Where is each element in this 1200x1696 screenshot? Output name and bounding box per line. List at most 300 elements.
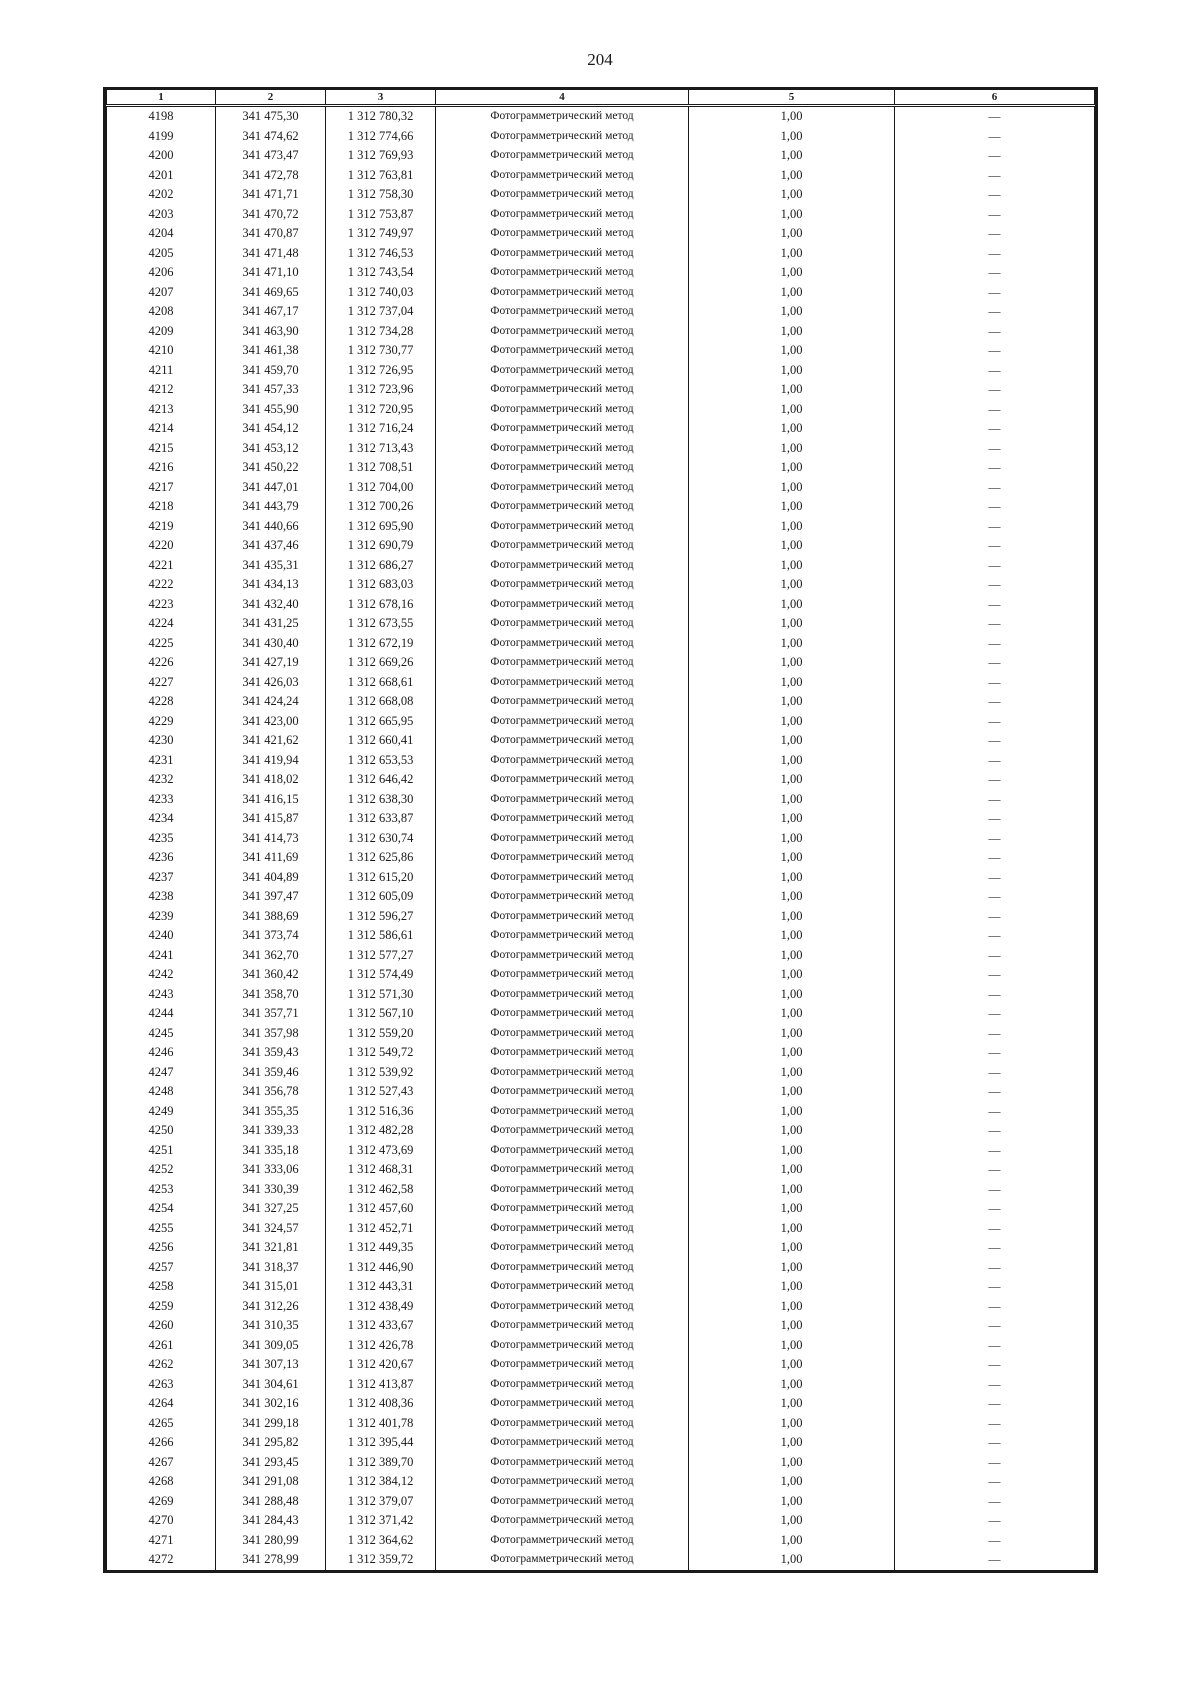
table-row [107,1375,1095,1395]
description-cell: — [895,770,1095,790]
table-row [107,400,1095,420]
method-cell: Фотограмметрический метод [436,1238,689,1258]
accuracy-cell: 1,00 [689,1121,895,1141]
method-cell: Фотограмметрический метод [436,1375,689,1395]
description-cell: — [895,1199,1095,1219]
x-coordinate-cell: 341 359,43 [216,1043,326,1063]
y-coordinate-cell: 1 312 559,20 [326,1024,436,1044]
method-cell: Фотограмметрический метод [436,1394,689,1414]
point-number-cell: 4213 [107,400,216,420]
description-cell: — [895,926,1095,946]
x-coordinate-cell: 341 418,02 [216,770,326,790]
x-coordinate-cell: 341 472,78 [216,166,326,186]
table-row [107,283,1095,303]
description-cell: — [895,595,1095,615]
y-coordinate-cell: 1 312 737,04 [326,302,436,322]
x-coordinate-cell: 341 357,98 [216,1024,326,1044]
table-row [107,1550,1095,1570]
table-row [107,263,1095,283]
accuracy-cell: 1,00 [689,185,895,205]
y-coordinate-cell: 1 312 630,74 [326,829,436,849]
method-cell: Фотограмметрический метод [436,946,689,966]
method-cell: Фотограмметрический метод [436,1453,689,1473]
x-coordinate-cell: 341 431,25 [216,614,326,634]
y-coordinate-cell: 1 312 716,24 [326,419,436,439]
accuracy-cell: 1,00 [689,1102,895,1122]
x-coordinate-cell: 341 288,48 [216,1492,326,1512]
y-coordinate-cell: 1 312 549,72 [326,1043,436,1063]
x-coordinate-cell: 341 357,71 [216,1004,326,1024]
y-coordinate-cell: 1 312 605,09 [326,887,436,907]
method-cell: Фотограмметрический метод [436,1024,689,1044]
method-cell: Фотограмметрический метод [436,1511,689,1531]
accuracy-cell: 1,00 [689,1531,895,1551]
x-coordinate-cell: 341 471,71 [216,185,326,205]
description-cell: — [895,1433,1095,1453]
description-cell: — [895,634,1095,654]
accuracy-cell: 1,00 [689,946,895,966]
x-coordinate-cell: 341 321,81 [216,1238,326,1258]
point-number-cell: 4246 [107,1043,216,1063]
point-number-cell: 4253 [107,1180,216,1200]
description-cell: — [895,106,1095,127]
x-coordinate-cell: 341 339,33 [216,1121,326,1141]
y-coordinate-cell: 1 312 660,41 [326,731,436,751]
x-coordinate-cell: 341 450,22 [216,458,326,478]
method-cell: Фотограмметрический метод [436,1043,689,1063]
table-row [107,439,1095,459]
y-coordinate-cell: 1 312 596,27 [326,907,436,927]
point-number-cell: 4221 [107,556,216,576]
description-cell: — [895,1472,1095,1492]
y-coordinate-cell: 1 312 700,26 [326,497,436,517]
accuracy-cell: 1,00 [689,536,895,556]
y-coordinate-cell: 1 312 683,03 [326,575,436,595]
accuracy-cell: 1,00 [689,926,895,946]
point-number-cell: 4254 [107,1199,216,1219]
method-cell: Фотограмметрический метод [436,1355,689,1375]
description-cell: — [895,712,1095,732]
accuracy-cell: 1,00 [689,887,895,907]
point-number-cell: 4261 [107,1336,216,1356]
description-cell: — [895,1492,1095,1512]
x-coordinate-cell: 341 435,31 [216,556,326,576]
y-coordinate-cell: 1 312 749,97 [326,224,436,244]
description-cell: — [895,1219,1095,1239]
table-row [107,322,1095,342]
method-cell: Фотограмметрический метод [436,1297,689,1317]
table-row [107,907,1095,927]
x-coordinate-cell: 341 424,24 [216,692,326,712]
accuracy-cell: 1,00 [689,341,895,361]
point-number-cell: 4259 [107,1297,216,1317]
x-coordinate-cell: 341 469,65 [216,283,326,303]
accuracy-cell: 1,00 [689,1375,895,1395]
y-coordinate-cell: 1 312 420,67 [326,1355,436,1375]
method-cell: Фотограмметрический метод [436,302,689,322]
table-row [107,751,1095,771]
description-cell: — [895,380,1095,400]
table-row [107,1511,1095,1531]
method-cell: Фотограмметрический метод [436,575,689,595]
accuracy-cell: 1,00 [689,166,895,186]
x-coordinate-cell: 341 373,74 [216,926,326,946]
table-row [107,790,1095,810]
y-coordinate-cell: 1 312 571,30 [326,985,436,1005]
method-cell: Фотограмметрический метод [436,1277,689,1297]
description-cell: — [895,887,1095,907]
x-coordinate-cell: 341 360,42 [216,965,326,985]
method-cell: Фотограмметрический метод [436,458,689,478]
method-cell: Фотограмметрический метод [436,790,689,810]
x-coordinate-cell: 341 419,94 [216,751,326,771]
table-row [107,146,1095,166]
description-cell: — [895,1180,1095,1200]
table-row [107,1199,1095,1219]
column-header: 4 [436,90,689,106]
y-coordinate-cell: 1 312 401,78 [326,1414,436,1434]
y-coordinate-cell: 1 312 668,08 [326,692,436,712]
point-number-cell: 4218 [107,497,216,517]
point-number-cell: 4202 [107,185,216,205]
method-cell: Фотограмметрический метод [436,205,689,225]
method-cell: Фотограмметрический метод [436,283,689,303]
y-coordinate-cell: 1 312 567,10 [326,1004,436,1024]
point-number-cell: 4269 [107,1492,216,1512]
x-coordinate-cell: 341 318,37 [216,1258,326,1278]
y-coordinate-cell: 1 312 482,28 [326,1121,436,1141]
method-cell: Фотограмметрический метод [436,106,689,127]
description-cell: — [895,400,1095,420]
method-cell: Фотограмметрический метод [436,556,689,576]
table-row [107,1219,1095,1239]
method-cell: Фотограмметрический метод [436,1082,689,1102]
method-cell: Фотограмметрический метод [436,1531,689,1551]
point-number-cell: 4225 [107,634,216,654]
x-coordinate-cell: 341 310,35 [216,1316,326,1336]
table-row [107,1082,1095,1102]
table-row [107,106,1095,127]
y-coordinate-cell: 1 312 449,35 [326,1238,436,1258]
y-coordinate-cell: 1 312 743,54 [326,263,436,283]
table-row [107,575,1095,595]
table-row [107,1531,1095,1551]
table-row [107,731,1095,751]
description-cell: — [895,1141,1095,1161]
page-number: 204 [587,50,613,69]
table-row [107,1433,1095,1453]
description-cell: — [895,322,1095,342]
table-row [107,205,1095,225]
point-number-cell: 4247 [107,1063,216,1083]
method-cell: Фотограмметрический метод [436,322,689,342]
x-coordinate-cell: 341 440,66 [216,517,326,537]
point-number-cell: 4223 [107,595,216,615]
table-row [107,244,1095,264]
method-cell: Фотограмметрический метод [436,1414,689,1434]
x-coordinate-cell: 341 293,45 [216,1453,326,1473]
method-cell: Фотограмметрический метод [436,439,689,459]
point-number-cell: 4265 [107,1414,216,1434]
table-row [107,1141,1095,1161]
point-number-cell: 4214 [107,419,216,439]
method-cell: Фотограмметрический метод [436,692,689,712]
point-number-cell: 4240 [107,926,216,946]
accuracy-cell: 1,00 [689,751,895,771]
accuracy-cell: 1,00 [689,439,895,459]
y-coordinate-cell: 1 312 769,93 [326,146,436,166]
y-coordinate-cell: 1 312 638,30 [326,790,436,810]
y-coordinate-cell: 1 312 720,95 [326,400,436,420]
y-coordinate-cell: 1 312 577,27 [326,946,436,966]
description-cell: — [895,1004,1095,1024]
accuracy-cell: 1,00 [689,868,895,888]
accuracy-cell: 1,00 [689,361,895,381]
accuracy-cell: 1,00 [689,575,895,595]
point-number-cell: 4230 [107,731,216,751]
x-coordinate-cell: 341 457,33 [216,380,326,400]
x-coordinate-cell: 341 455,90 [216,400,326,420]
description-cell: — [895,419,1095,439]
point-number-cell: 4250 [107,1121,216,1141]
description-cell: — [895,556,1095,576]
column-header: 2 [216,90,326,106]
point-number-cell: 4206 [107,263,216,283]
y-coordinate-cell: 1 312 740,03 [326,283,436,303]
x-coordinate-cell: 341 307,13 [216,1355,326,1375]
method-cell: Фотограмметрический метод [436,712,689,732]
point-number-cell: 4264 [107,1394,216,1414]
y-coordinate-cell: 1 312 673,55 [326,614,436,634]
accuracy-cell: 1,00 [689,653,895,673]
y-coordinate-cell: 1 312 653,53 [326,751,436,771]
point-number-cell: 4210 [107,341,216,361]
x-coordinate-cell: 341 416,15 [216,790,326,810]
accuracy-cell: 1,00 [689,1433,895,1453]
accuracy-cell: 1,00 [689,419,895,439]
table-row [107,1258,1095,1278]
table-row [107,673,1095,693]
y-coordinate-cell: 1 312 672,19 [326,634,436,654]
point-number-cell: 4222 [107,575,216,595]
accuracy-cell: 1,00 [689,1082,895,1102]
table-row [107,1394,1095,1414]
description-cell: — [895,205,1095,225]
x-coordinate-cell: 341 414,73 [216,829,326,849]
point-number-cell: 4205 [107,244,216,264]
point-number-cell: 4255 [107,1219,216,1239]
y-coordinate-cell: 1 312 413,87 [326,1375,436,1395]
y-coordinate-cell: 1 312 704,00 [326,478,436,498]
coordinates-table [103,87,1098,1573]
table-row [107,556,1095,576]
point-number-cell: 4257 [107,1258,216,1278]
accuracy-cell: 1,00 [689,302,895,322]
x-coordinate-cell: 341 312,26 [216,1297,326,1317]
y-coordinate-cell: 1 312 690,79 [326,536,436,556]
method-cell: Фотограмметрический метод [436,1219,689,1239]
y-coordinate-cell: 1 312 686,27 [326,556,436,576]
table-row [107,887,1095,907]
accuracy-cell: 1,00 [689,829,895,849]
accuracy-cell: 1,00 [689,692,895,712]
point-number-cell: 4237 [107,868,216,888]
x-coordinate-cell: 341 427,19 [216,653,326,673]
table-row [107,1180,1095,1200]
x-coordinate-cell: 341 304,61 [216,1375,326,1395]
table-row [107,419,1095,439]
column-header: 6 [895,90,1095,106]
point-number-cell: 4224 [107,614,216,634]
accuracy-cell: 1,00 [689,790,895,810]
y-coordinate-cell: 1 312 713,43 [326,439,436,459]
table-row [107,595,1095,615]
description-cell: — [895,1238,1095,1258]
x-coordinate-cell: 341 443,79 [216,497,326,517]
point-number-cell: 4272 [107,1550,216,1570]
method-cell: Фотограмметрический метод [436,1433,689,1453]
description-cell: — [895,1024,1095,1044]
accuracy-cell: 1,00 [689,1511,895,1531]
accuracy-cell: 1,00 [689,244,895,264]
y-coordinate-cell: 1 312 723,96 [326,380,436,400]
table-row [107,1316,1095,1336]
x-coordinate-cell: 341 397,47 [216,887,326,907]
description-cell: — [895,809,1095,829]
accuracy-cell: 1,00 [689,1472,895,1492]
x-coordinate-cell: 341 447,01 [216,478,326,498]
method-cell: Фотограмметрический метод [436,497,689,517]
x-coordinate-cell: 341 434,13 [216,575,326,595]
accuracy-cell: 1,00 [689,1141,895,1161]
x-coordinate-cell: 341 471,48 [216,244,326,264]
method-cell: Фотограмметрический метод [436,731,689,751]
accuracy-cell: 1,00 [689,595,895,615]
accuracy-cell: 1,00 [689,478,895,498]
method-cell: Фотограмметрический метод [436,614,689,634]
y-coordinate-cell: 1 312 763,81 [326,166,436,186]
x-coordinate-cell: 341 423,00 [216,712,326,732]
table-row [107,868,1095,888]
method-cell: Фотограмметрический метод [436,1102,689,1122]
accuracy-cell: 1,00 [689,673,895,693]
accuracy-cell: 1,00 [689,458,895,478]
table-row [107,458,1095,478]
point-number-cell: 4245 [107,1024,216,1044]
x-coordinate-cell: 341 467,17 [216,302,326,322]
table-row [107,614,1095,634]
description-cell: — [895,166,1095,186]
accuracy-cell: 1,00 [689,1316,895,1336]
description-cell: — [895,946,1095,966]
y-coordinate-cell: 1 312 726,95 [326,361,436,381]
point-number-cell: 4216 [107,458,216,478]
accuracy-cell: 1,00 [689,614,895,634]
y-coordinate-cell: 1 312 633,87 [326,809,436,829]
accuracy-cell: 1,00 [689,1219,895,1239]
y-coordinate-cell: 1 312 379,07 [326,1492,436,1512]
table-row [107,497,1095,517]
x-coordinate-cell: 341 453,12 [216,439,326,459]
point-number-cell: 4236 [107,848,216,868]
method-cell: Фотограмметрический метод [436,127,689,147]
x-coordinate-cell: 341 426,03 [216,673,326,693]
y-coordinate-cell: 1 312 669,26 [326,653,436,673]
x-coordinate-cell: 341 454,12 [216,419,326,439]
accuracy-cell: 1,00 [689,1297,895,1317]
point-number-cell: 4215 [107,439,216,459]
method-cell: Фотограмметрический метод [436,848,689,868]
method-cell: Фотограмметрический метод [436,1316,689,1336]
point-number-cell: 4209 [107,322,216,342]
accuracy-cell: 1,00 [689,1277,895,1297]
accuracy-cell: 1,00 [689,731,895,751]
point-number-cell: 4199 [107,127,216,147]
table-row [107,809,1095,829]
y-coordinate-cell: 1 312 780,32 [326,106,436,127]
table-row [107,1004,1095,1024]
x-coordinate-cell: 341 280,99 [216,1531,326,1551]
accuracy-cell: 1,00 [689,263,895,283]
table-row [107,536,1095,556]
point-number-cell: 4227 [107,673,216,693]
x-coordinate-cell: 341 430,40 [216,634,326,654]
table-row [107,1453,1095,1473]
description-cell: — [895,1336,1095,1356]
accuracy-cell: 1,00 [689,1492,895,1512]
description-cell: — [895,185,1095,205]
method-cell: Фотограмметрический метод [436,1160,689,1180]
method-cell: Фотограмметрический метод [436,1550,689,1570]
table-row [107,127,1095,147]
method-cell: Фотограмметрический метод [436,517,689,537]
accuracy-cell: 1,00 [689,1160,895,1180]
x-coordinate-cell: 341 291,08 [216,1472,326,1492]
x-coordinate-cell: 341 302,16 [216,1394,326,1414]
accuracy-cell: 1,00 [689,1258,895,1278]
y-coordinate-cell: 1 312 708,51 [326,458,436,478]
method-cell: Фотограмметрический метод [436,809,689,829]
y-coordinate-cell: 1 312 384,12 [326,1472,436,1492]
accuracy-cell: 1,00 [689,1453,895,1473]
y-coordinate-cell: 1 312 527,43 [326,1082,436,1102]
accuracy-cell: 1,00 [689,1024,895,1044]
point-number-cell: 4203 [107,205,216,225]
y-coordinate-cell: 1 312 625,86 [326,848,436,868]
x-coordinate-cell: 341 356,78 [216,1082,326,1102]
table-row [107,712,1095,732]
y-coordinate-cell: 1 312 574,49 [326,965,436,985]
method-cell: Фотограмметрический метод [436,965,689,985]
description-cell: — [895,1121,1095,1141]
table-row [107,634,1095,654]
y-coordinate-cell: 1 312 678,16 [326,595,436,615]
point-number-cell: 4198 [107,106,216,127]
accuracy-cell: 1,00 [689,712,895,732]
method-cell: Фотограмметрический метод [436,926,689,946]
description-cell: — [895,497,1095,517]
description-cell: — [895,575,1095,595]
accuracy-cell: 1,00 [689,1004,895,1024]
method-cell: Фотограмметрический метод [436,1492,689,1512]
x-coordinate-cell: 341 474,62 [216,127,326,147]
point-number-cell: 4211 [107,361,216,381]
x-coordinate-cell: 341 432,40 [216,595,326,615]
description-cell: — [895,790,1095,810]
x-coordinate-cell: 341 333,06 [216,1160,326,1180]
table-row [107,185,1095,205]
description-cell: — [895,517,1095,537]
